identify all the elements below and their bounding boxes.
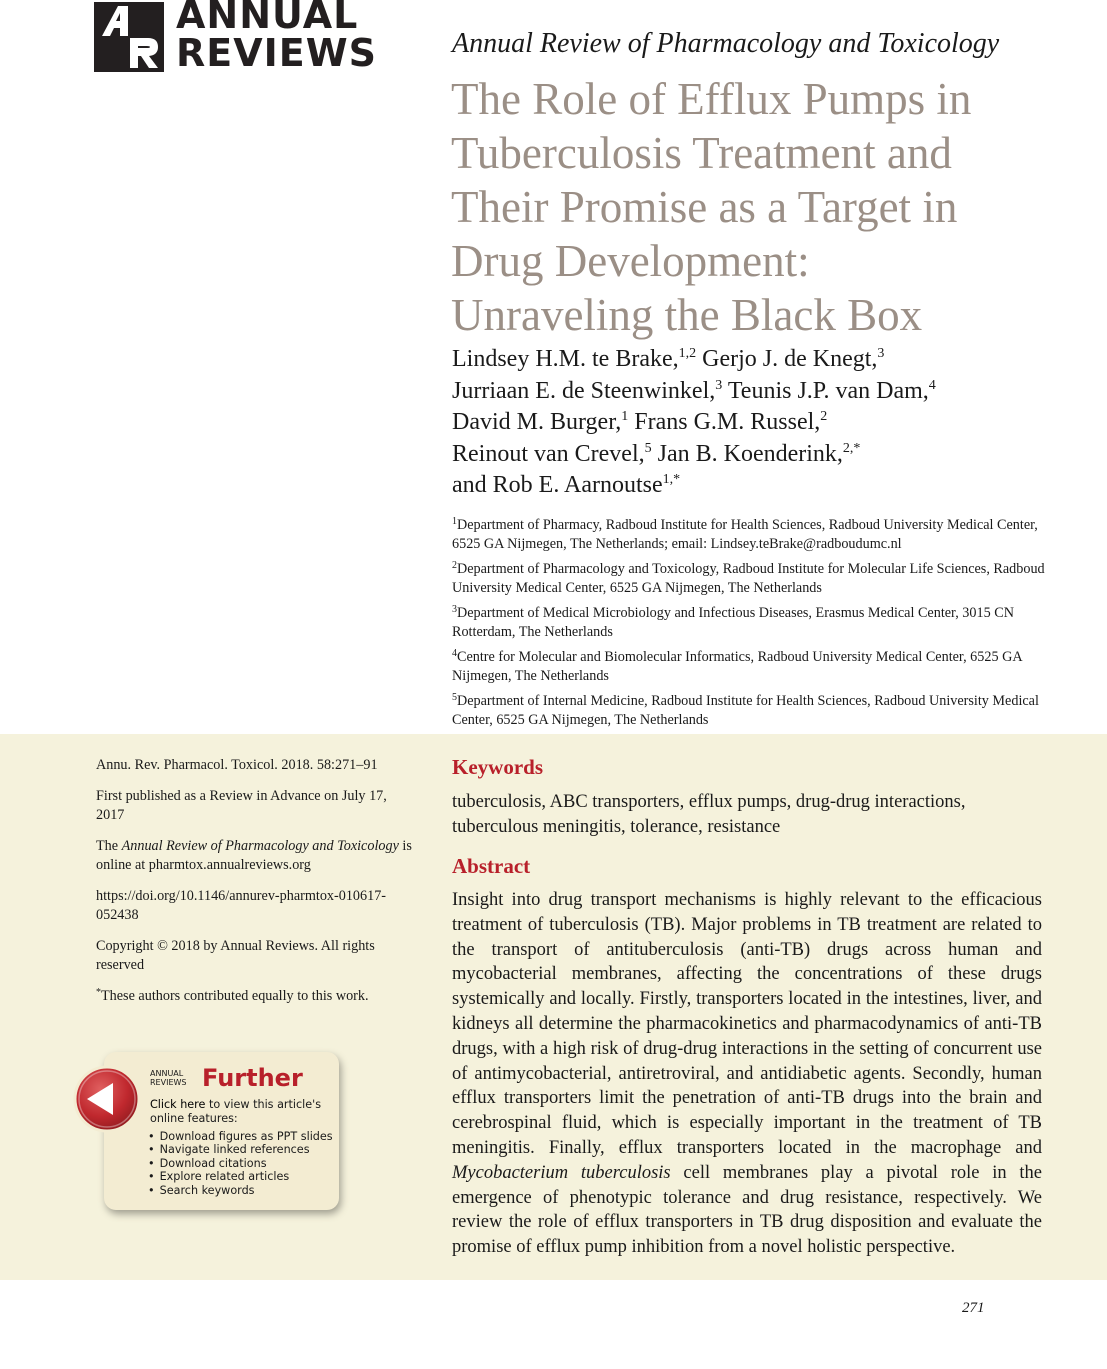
further-brand-line: REVIEWS [150, 1078, 187, 1087]
doi-link[interactable]: https://doi.org/10.1146/annurev-pharmtox-010617-052438 [96, 888, 387, 923]
author-name: Jan B. Koenderink, [651, 440, 843, 467]
abstract-part: Insight into drug transport mechanisms is highly relevant to the efficacious treatment of tuberculosis (TB). Major problems in TB treatment are related to the transport of antituberculosis (anti-TB) drugs across human and mycobacterial membranes, affecting the concentrations of these drugs systemically and locally. Firstly, transporters located in the intestines, liver, and kidneys all determine the pharmacokinetics and pharmacodynamics of anti-TB drugs, with a high risk of drug-drug interactions in the setting of concurrent use of antimycobacterial, antiretroviral, and antidiabetic agents. Secondly, human efflux transporters limit the penetration of anti-TB drugs into the brain and cerebrospinal fluid, which is especially important in the treatment of TB meningitis. Finally, efflux transporters located in the macrophage and [452, 890, 1042, 1158]
title-line: Unraveling the Black Box [451, 290, 923, 340]
author-name: Lindsey H.M. te Brake, [452, 346, 679, 372]
affiliation-text: Centre for Molecular and Biomolecular Informatics, Radboud University Medical Center, 6525 GA Nijmegen, The Netherlands [452, 649, 1022, 684]
author-line [452, 439, 1072, 471]
title-line: Tuberculosis Treatment and [451, 128, 952, 178]
article-title [451, 72, 1071, 342]
author-affil-sup: 1 [621, 409, 629, 424]
online-info [96, 837, 416, 875]
author-name: Frans G.M. Russel, [628, 409, 821, 435]
online-info-post: is online at pharmtox.annualreviews.org [96, 838, 412, 873]
article-metadata [96, 756, 416, 1018]
author-affil-sup: 3 [877, 346, 885, 361]
affiliation-item [452, 648, 1052, 686]
affiliation-item [452, 692, 1052, 730]
author-name: Jurriaan E. de Steenwinkel, [452, 377, 716, 404]
further-title: Further [202, 1064, 303, 1092]
further-description-rest: to view this article's online features: [150, 1098, 322, 1125]
affiliation-list [452, 516, 1052, 736]
logo-line-reviews: REVIEWS [176, 31, 378, 75]
further-brand [150, 1069, 187, 1087]
further-feature-item: • Download citations [148, 1157, 333, 1170]
abstract-species: Mycobacterium tuberculosis [452, 1162, 671, 1183]
affiliation-item [452, 604, 1052, 642]
affiliation-number: 3 [452, 604, 457, 615]
affiliation-number: 5 [452, 692, 457, 703]
author-affil-sup: 2 [820, 409, 828, 424]
click-here-link[interactable]: Click here [150, 1098, 206, 1111]
equal-contribution-note [96, 987, 416, 1006]
title-line: Their Promise as a Target in [451, 182, 958, 232]
further-features-list [148, 1130, 333, 1197]
affiliation-item [452, 560, 1052, 598]
author-affil-sup: 1,* [662, 472, 681, 487]
annual-reviews-logo[interactable] [94, 0, 378, 75]
author-line [452, 407, 1072, 439]
further-feature-item: • Search keywords [148, 1184, 333, 1197]
affiliation-text: Department of Pharmacy, Radboud Institute for Health Sciences, Radboud University Medical Center, 6525 GA Nijmegen, The Netherlands; email: Lindsey.teBrake@radboudumc.nl [452, 517, 1038, 552]
author-affil-sup: 5 [644, 440, 652, 456]
title-line: Drug Development: [451, 236, 810, 286]
page-number: 271 [962, 1300, 985, 1316]
author-line [452, 470, 1072, 502]
abstract-heading: Abstract [452, 854, 531, 878]
online-info-pre: The [96, 838, 122, 854]
author-affil-sup: 3 [715, 377, 723, 393]
affiliation-number: 2 [452, 560, 457, 571]
abstract-text [452, 888, 1042, 1260]
author-affil-sup: 1,2 [678, 346, 697, 361]
further-description [150, 1098, 332, 1125]
annual-reviews-logo-mark [94, 2, 164, 72]
affiliation-number: 4 [452, 648, 457, 659]
further-feature-item: • Download figures as PPT slides [148, 1130, 333, 1143]
equal-contribution-text: These authors contributed equally to this work. [101, 988, 369, 1004]
title-line: The Role of Efflux Pumps in [451, 74, 972, 124]
asterisk-sup: * [96, 987, 101, 998]
affiliation-text: Department of Pharmacology and Toxicology, Radboud Institute for Molecular Life Sciences, Radboud University Medical Center, 6525 GA Nijmegen, The Netherlands [452, 561, 1045, 596]
affiliation-text: Department of Medical Microbiology and Infectious Diseases, Erasmus Medical Center, 3015 CN Rotterdam, The Netherlands [452, 605, 1014, 640]
author-name: and Rob E. Aarnoutse [452, 472, 663, 498]
further-feature-item: • Navigate linked references [148, 1143, 333, 1156]
keywords-text: tuberculosis, ABC transporters, efflux pumps, drug-drug interactions, tuberculous meningitis, tolerance, resistance [452, 792, 966, 837]
play-arrow-icon[interactable] [73, 1065, 141, 1133]
copyright: Copyright © 2018 by Annual Reviews. All rights reserved [96, 938, 375, 973]
author-name: David M. Burger, [452, 409, 622, 435]
author-affil-sup: 2,* [842, 440, 861, 456]
further-feature-item: • Explore related articles [148, 1170, 333, 1183]
journal-name: Annual Review of Pharmacology and Toxicology [452, 28, 1000, 59]
further-brand-line: ANNUAL [150, 1069, 184, 1078]
abstract-part: cell membranes play a pivotal role in the emergence of phenotypic tolerance and drug resistance, respectively. We review the role of efflux transporters in TB drug disposition and evaluate the promise of efflux pump inhibition from a novel holistic perspective. [452, 1162, 1042, 1258]
first-published: First published as a Review in Advance on July 17, 2017 [96, 788, 387, 823]
author-name: Teunis J.P. van Dam, [722, 377, 929, 404]
affiliation-number: 1 [452, 516, 457, 527]
logo-line-annual: ANNUAL [176, 0, 359, 37]
affiliation-text: Department of Internal Medicine, Radboud Institute for Health Sciences, Radboud University Medical Center, 6525 GA Nijmegen, The Netherlands [452, 693, 1039, 728]
author-name: Gerjo J. de Knegt, [696, 346, 878, 372]
author-name: Reinout van Crevel, [452, 440, 645, 467]
author-affil-sup: 4 [928, 377, 936, 393]
author-list [452, 344, 1072, 502]
author-line [452, 344, 1072, 376]
affiliation-item [452, 516, 1052, 554]
annual-reviews-wordmark [176, 0, 378, 75]
author-line [452, 376, 1072, 408]
keywords-heading: Keywords [452, 755, 543, 779]
online-info-journal: Annual Review of Pharmacology and Toxicology [121, 838, 399, 854]
citation: Annu. Rev. Pharmacol. Toxicol. 2018. 58:271–91 [96, 757, 378, 773]
